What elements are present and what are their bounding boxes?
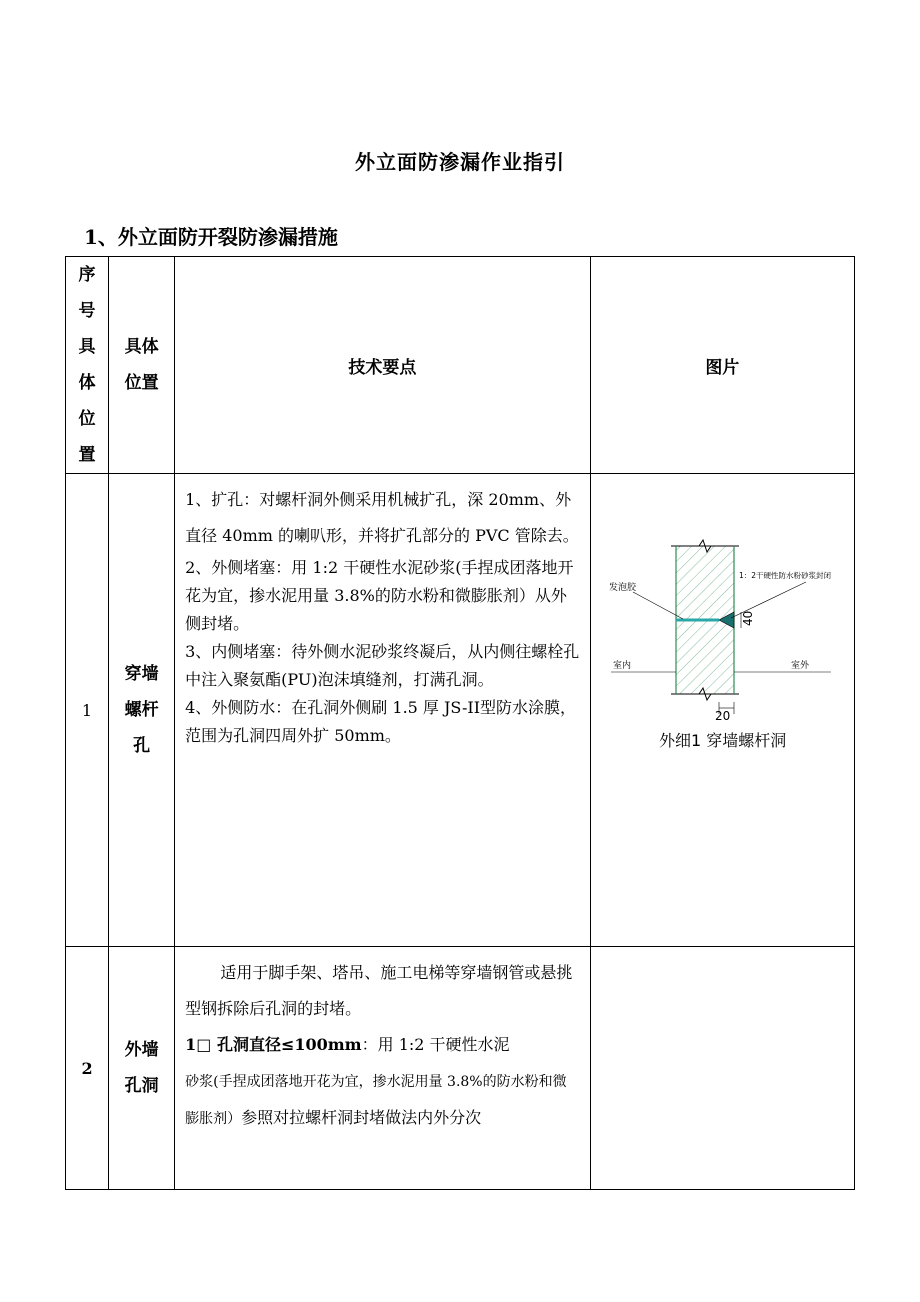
- row-position: 穿墙螺杆孔: [109, 474, 175, 947]
- row-figure-cell: [590, 947, 854, 1190]
- label-mortar: 1：2干硬性防水粉砂浆封闭: [738, 571, 831, 580]
- tech-item-tail: 参照对拉螺杆洞封堵做法内外分次: [241, 1108, 482, 1127]
- tech-point: 4、外侧防水：在孔洞外侧刷 1.5 厚 JS-II型防水涂膜，范围为孔洞四周外扩 50mm。: [185, 698, 577, 745]
- figure-caption: 外细1 穿墙螺杆洞: [659, 731, 787, 750]
- tech-item-small: 砂浆(手捏成团落地开花为宜，掺水泥用量 3.8%的防水粉和微膨胀剂）: [185, 1074, 567, 1127]
- tech-point: 3、内侧堵塞：待外侧水泥砂浆终凝后，从内侧往螺栓孔中注入聚氨酯(PU)泡沫填缝剂，打满孔洞。: [185, 642, 580, 689]
- tech-point: 2、外侧堵塞：用 1:2 干硬性水泥砂浆(手捏成团落地开花为宜，掺水泥用量 3.8%的防水粉和微膨胀剂）从外侧封堵。: [185, 558, 574, 633]
- dim-40: 40: [740, 610, 755, 626]
- tech-point: 1、扩孔：对螺杆洞外侧采用机械扩孔，深 20mm、外直径 40mm 的喇叭形，并将扩孔部分的 PVC 管除去。: [185, 490, 579, 545]
- row-tech-points: [175, 947, 591, 1190]
- label-outdoor: 室外: [790, 661, 809, 671]
- label-foam: 发泡胶: [608, 583, 636, 593]
- document-title: 外立面防渗漏作业指引: [355, 150, 565, 174]
- header-image: 图片: [590, 257, 854, 474]
- header-seq: 序号具体位置: [66, 257, 109, 474]
- tech-point: [185, 1027, 580, 1063]
- measures-table: [65, 256, 855, 1190]
- wall-section-drawing: [591, 522, 855, 722]
- table-header-row: [66, 257, 855, 474]
- row-tech-points: [175, 474, 591, 947]
- tech-item-bold: 1□ 孔洞直径≤100mm: [185, 1035, 362, 1054]
- tech-item-rest: ：用 1:2 干硬性水泥: [361, 1035, 510, 1054]
- table-row: [66, 474, 855, 947]
- bolt-hole-detail-figure: [591, 522, 855, 772]
- row-seq: 2: [66, 947, 109, 1190]
- tech-intro: 适用于脚手架、塔吊、施工电梯等穿墙钢管或悬挑型钢拆除后孔洞的封堵。: [185, 963, 573, 1018]
- row-position: 外墙孔洞: [109, 947, 175, 1190]
- row-figure-cell: [590, 474, 854, 947]
- label-indoor: 室内: [612, 661, 631, 671]
- header-position: 具体位置: [109, 257, 175, 474]
- section-heading: 1、外立面防开裂防渗漏措施: [84, 225, 338, 249]
- tech-point: [185, 1063, 580, 1137]
- header-tech: 技术要点: [175, 257, 591, 474]
- table-row: [66, 947, 855, 1190]
- row-seq: 1: [66, 474, 109, 947]
- dim-20: 20: [714, 709, 730, 722]
